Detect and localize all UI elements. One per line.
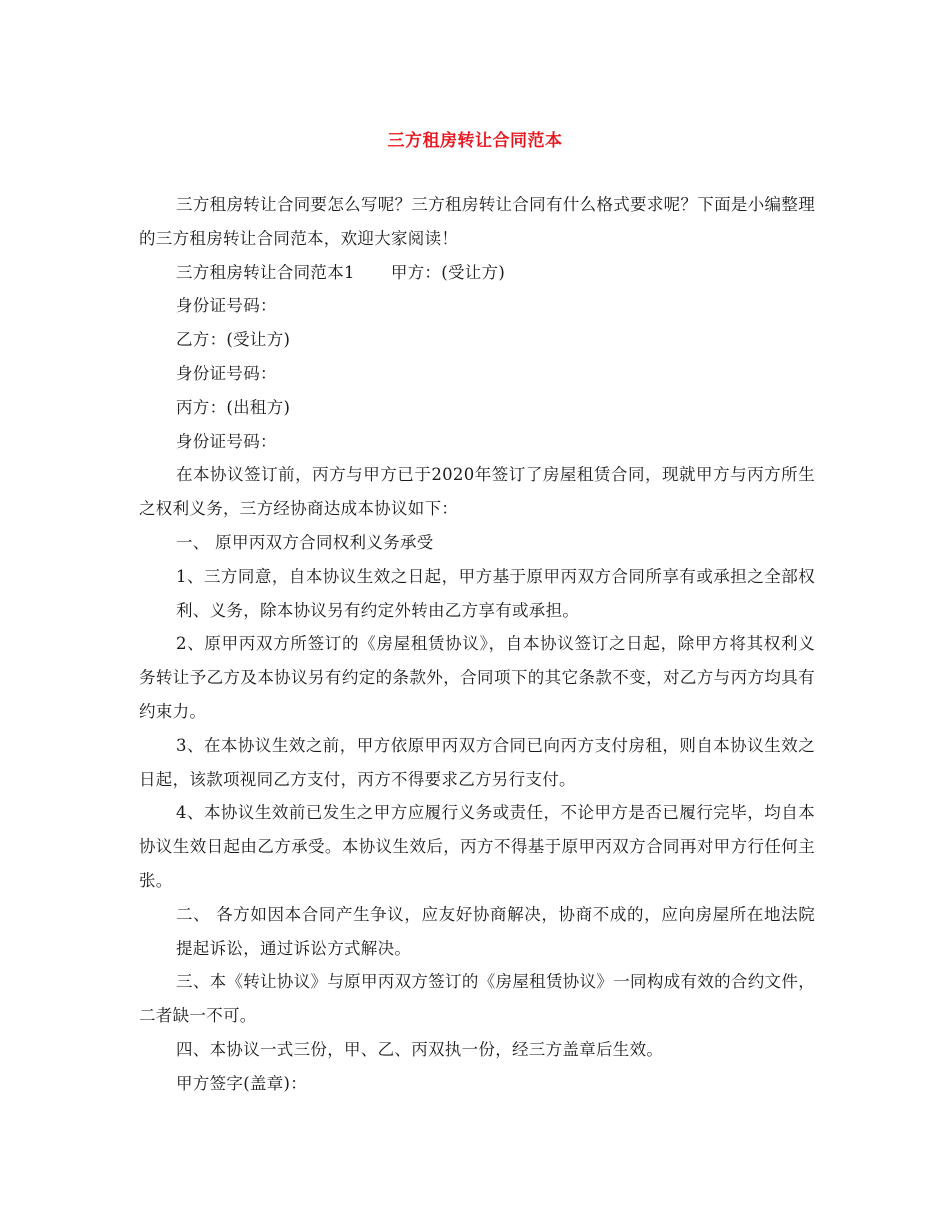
party-b-id: 身份证号码：: [176, 363, 277, 383]
section-one-heading: 一、 原甲丙双方合同权利义务承受: [176, 532, 434, 552]
document-title: 三方租房转让合同范本: [387, 131, 563, 151]
sample-heading-line: [139, 256, 815, 290]
party-a-signature: 甲方签字(盖章)：: [176, 1073, 308, 1093]
clause-2: 2、原甲丙双方所签订的《房屋租赁协议》，自本协议签订之日起，除甲方将其权利义务转让予乙方及本协议另有约定的条款外，合同项下的其它条款不变，对乙方与丙方均具有约束力。: [139, 634, 815, 721]
clause-3: 3、在本协议生效之前，甲方依原甲丙双方合同已向丙方支付房租，则自本协议生效之日起，该款项视同乙方支付，丙方不得要求乙方另行支付。: [139, 735, 815, 789]
party-a-id: 身份证号码：: [176, 296, 277, 316]
party-b-label: 乙方：(受让方): [176, 330, 291, 350]
section-four: 四、本协议一式三份，甲、乙、丙双执一份，经三方盖章后生效。: [176, 1039, 664, 1059]
intro-paragraph: 三方租房转让合同要怎么写呢？三方租房转让合同有什么格式要求呢？下面是小编整理的三方租房转让合同范本，欢迎大家阅读！: [139, 195, 815, 248]
party-c-id: 身份证号码：: [176, 431, 277, 451]
section-three: 三、本《转让协议》与原甲丙双方签订的《房屋租赁协议》一同构成有效的合约文件，二者缺一不可。: [139, 972, 815, 1026]
clause-4: 4、本协议生效前已发生之甲方应履行义务或责任，不论甲方是否已履行完毕，均自本协议生效日起由乙方承受。本协议生效后，丙方不得基于原甲丙双方合同再对甲方行任何主张。: [139, 803, 815, 890]
party-c-label: 丙方：(出租方): [176, 397, 291, 417]
party-a-label: 甲方：(受让方): [390, 262, 506, 282]
document-body: [139, 188, 815, 1101]
section-two: 二、 各方如因本合同产生争议，应友好协商解决，协商不成的，应向房屋所在地法院提起诉讼，通过诉讼方式解决。: [176, 904, 815, 958]
sample-heading: 三方租房转让合同范本1: [176, 262, 355, 282]
preamble-paragraph: 在本协议签订前，丙方与甲方已于2020年签订了房屋租赁合同，现就甲方与丙方所生之权利义务，三方经协商达成本协议如下：: [139, 465, 815, 519]
clause-1: 1、三方同意，自本协议生效之日起，甲方基于原甲丙双方合同所享有或承担之全部权利、义务，除本协议另有约定外转由乙方享有或承担。: [176, 566, 815, 620]
